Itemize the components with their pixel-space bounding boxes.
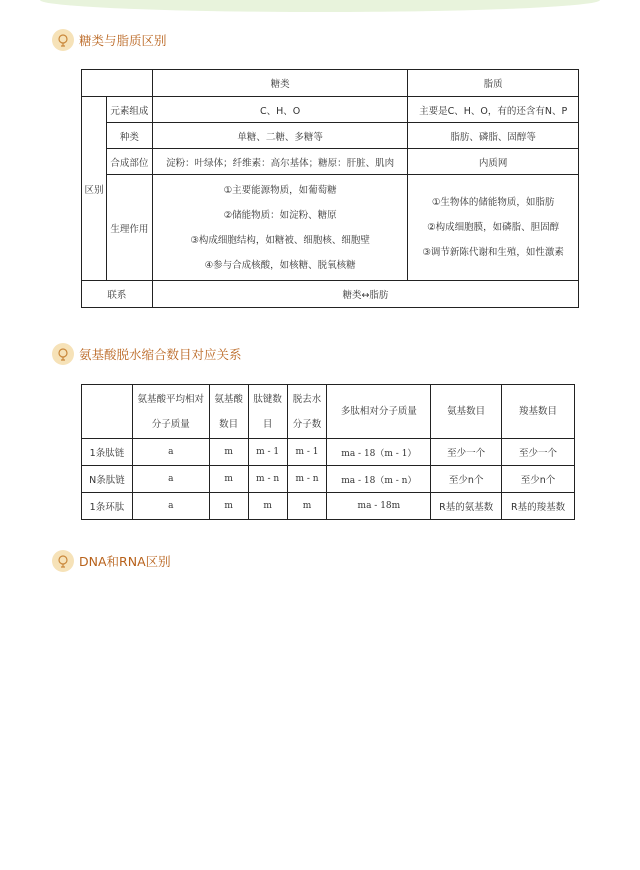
seed-icon (52, 550, 74, 572)
table-cell: m - n (248, 466, 287, 493)
header-cell: 脱去水 分子数 (287, 385, 327, 439)
table-cell: ma - 18（m - 1） (327, 439, 431, 466)
table-cell: R基的羧基数 (502, 493, 575, 520)
table-cell: m (287, 493, 327, 520)
row-label: 种类 (106, 123, 152, 149)
row-label: N条肽链 (82, 466, 133, 493)
header-sugar: 糖类 (152, 70, 407, 97)
amino-acid-table (81, 384, 575, 520)
top-decoration-band (40, 0, 600, 12)
table-cell: a (132, 439, 209, 466)
section-title-text: 糖类与脂质区别 (79, 33, 167, 48)
section-title-sugar-lipid (52, 29, 167, 51)
table-cell: m (209, 493, 248, 520)
list-item: ②储能物质：如淀粉、糖原 (223, 209, 337, 221)
header-cell: 多肽相对分子质量 (327, 385, 431, 439)
section-title-dna-rna (52, 550, 171, 572)
table-cell: m (209, 466, 248, 493)
header-cell: 氨基酸平均相对 分子质量 (132, 385, 209, 439)
empty-corner-cell (82, 70, 153, 97)
row-label: 1条肽链 (82, 439, 133, 466)
row-label: 生理作用 (106, 175, 152, 281)
table-cell: R基的氨基数 (431, 493, 502, 520)
table-row (82, 149, 579, 175)
lipid-cell: 脂肪、磷脂、固醇等 (408, 123, 579, 149)
table-cell: 至少一个 (431, 439, 502, 466)
seed-icon (52, 343, 74, 365)
header-cell: 氨基酸 数目 (209, 385, 248, 439)
row-label: 联系 (82, 281, 153, 308)
table-cell: ma - 18（m - n） (327, 466, 431, 493)
table-cell: 至少n个 (502, 466, 575, 493)
table-row (82, 123, 579, 149)
empty-corner-cell (82, 385, 133, 439)
table-cell: m - 1 (287, 439, 327, 466)
table-cell: m - n (287, 466, 327, 493)
lipid-cell: 内质网 (408, 149, 579, 175)
seed-icon (52, 29, 74, 51)
table-cell: 至少一个 (502, 439, 575, 466)
header-cell: 羧基数目 (502, 385, 575, 439)
sugar-lipid-table (81, 69, 579, 308)
sugar-cell: 单糖、二糖、多糖等 (152, 123, 407, 149)
lipid-cell: 主要是C、H、O，有的还含有N、P (408, 97, 579, 123)
table-header-row (82, 70, 579, 97)
table-row (82, 439, 575, 466)
table-cell: 至少n个 (431, 466, 502, 493)
group-label-difference: 区别 (82, 97, 107, 281)
list-item: ③构成细胞结构，如糖被、细胞核、细胞壁 (190, 234, 370, 246)
table-row-link (82, 281, 579, 308)
table-cell: m (209, 439, 248, 466)
list-item: ①生物体的储能物质，如脂肪 (431, 197, 555, 208)
table-header-row (82, 385, 575, 439)
sugar-cell: C、H、O (152, 97, 407, 123)
link-cell: 糖类↔脂肪 (152, 281, 578, 308)
table-row-physiology (82, 175, 579, 281)
table-row (82, 466, 575, 493)
table-cell: m - 1 (248, 439, 287, 466)
header-cell: 氨基数目 (431, 385, 502, 439)
list-item: ①主要能源物质，如葡萄糖 (223, 184, 337, 196)
list-item: ④参与合成核酸，如核糖、脱氧核糖 (204, 259, 356, 271)
table-cell: a (132, 466, 209, 493)
table-cell: a (132, 493, 209, 520)
section-title-text: 氨基酸脱水缩合数目对应关系 (79, 347, 242, 362)
table-cell: m (248, 493, 287, 520)
list-item: ②构成细胞膜，如磷脂、胆固醇 (427, 222, 560, 233)
section-title-amino-acid (52, 343, 242, 365)
header-cell: 肽键数 目 (248, 385, 287, 439)
table-row (82, 97, 579, 123)
section-title-text: DNA和RNA区别 (79, 554, 171, 569)
sugar-physio-cell (152, 175, 407, 281)
sugar-cell: 淀粉：叶绿体；纤维素：高尔基体；糖原：肝脏、肌肉 (152, 149, 407, 175)
header-lipid: 脂质 (408, 70, 579, 97)
list-item: ③调节新陈代谢和生殖，如性激素 (422, 247, 564, 258)
row-label: 元素组成 (106, 97, 152, 123)
table-cell: ma - 18m (327, 493, 431, 520)
lipid-physio-cell (408, 175, 579, 281)
table-row (82, 493, 575, 520)
row-label: 合成部位 (106, 149, 152, 175)
row-label: 1条环肽 (82, 493, 133, 520)
